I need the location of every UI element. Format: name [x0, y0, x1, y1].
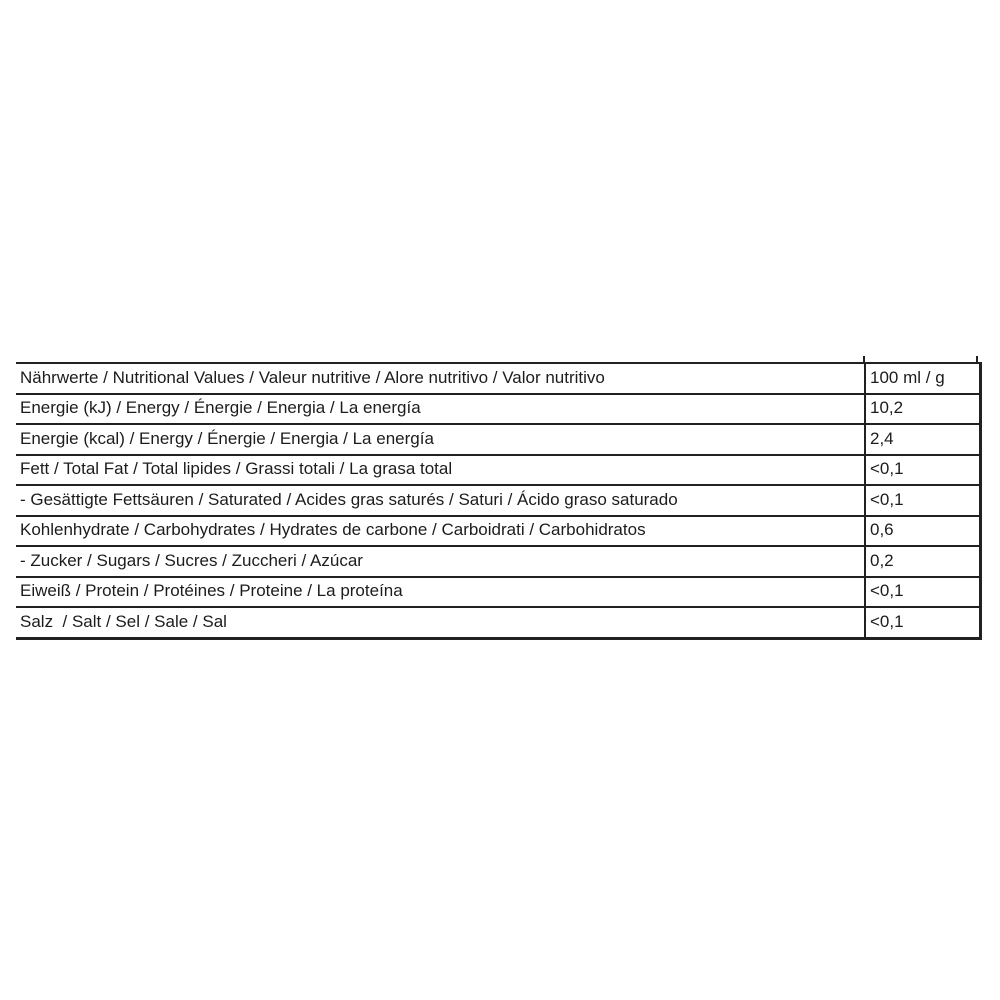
row-value: 0,2 — [865, 546, 980, 577]
row-label: Eiweiß / Protein / Protéines / Proteine / La proteína — [16, 577, 865, 608]
row-label: Salz / Salt / Sel / Sale / Sal — [16, 607, 865, 638]
table-row-saturated-fat — [16, 485, 980, 516]
table-row-protein — [16, 577, 980, 608]
header-nutrients-label: Nährwerte / Nutritional Values / Valeur nutritive / Alore nutritivo / Valor nutritivo — [16, 363, 865, 394]
table-row-carbohydrates — [16, 516, 980, 547]
nutrition-values-table — [16, 362, 982, 640]
row-value: <0,1 — [865, 607, 980, 638]
row-label: - Gesättigte Fettsäuren / Saturated / Acides gras saturés / Saturi / Ácido graso saturado — [16, 485, 865, 516]
row-label: - Zucker / Sugars / Sucres / Zuccheri / Azúcar — [16, 546, 865, 577]
row-label: Kohlenhydrate / Carbohydrates / Hydrates de carbone / Carboidrati / Carbohidratos — [16, 516, 865, 547]
row-value: 0,6 — [865, 516, 980, 547]
row-value: <0,1 — [865, 485, 980, 516]
row-label: Energie (kcal) / Energy / Énergie / Energia / La energía — [16, 424, 865, 455]
row-value: 2,4 — [865, 424, 980, 455]
row-label: Fett / Total Fat / Total lipides / Grassi totali / La grasa total — [16, 455, 865, 486]
row-value: 10,2 — [865, 394, 980, 425]
right-border-overhang — [976, 356, 978, 363]
column-divider-overhang — [863, 356, 865, 363]
table-row-sugars — [16, 546, 980, 577]
header-per-100ml-label: 100 ml / g — [865, 363, 980, 394]
row-label: Energie (kJ) / Energy / Énergie / Energia / La energía — [16, 394, 865, 425]
table-row-energy-kj — [16, 394, 980, 425]
table-row-energy-kcal — [16, 424, 980, 455]
table-row-salt — [16, 607, 980, 638]
row-value: <0,1 — [865, 455, 980, 486]
table-header-row — [16, 363, 980, 394]
nutrition-table-container — [16, 362, 980, 640]
row-value: <0,1 — [865, 577, 980, 608]
table-row-fat — [16, 455, 980, 486]
